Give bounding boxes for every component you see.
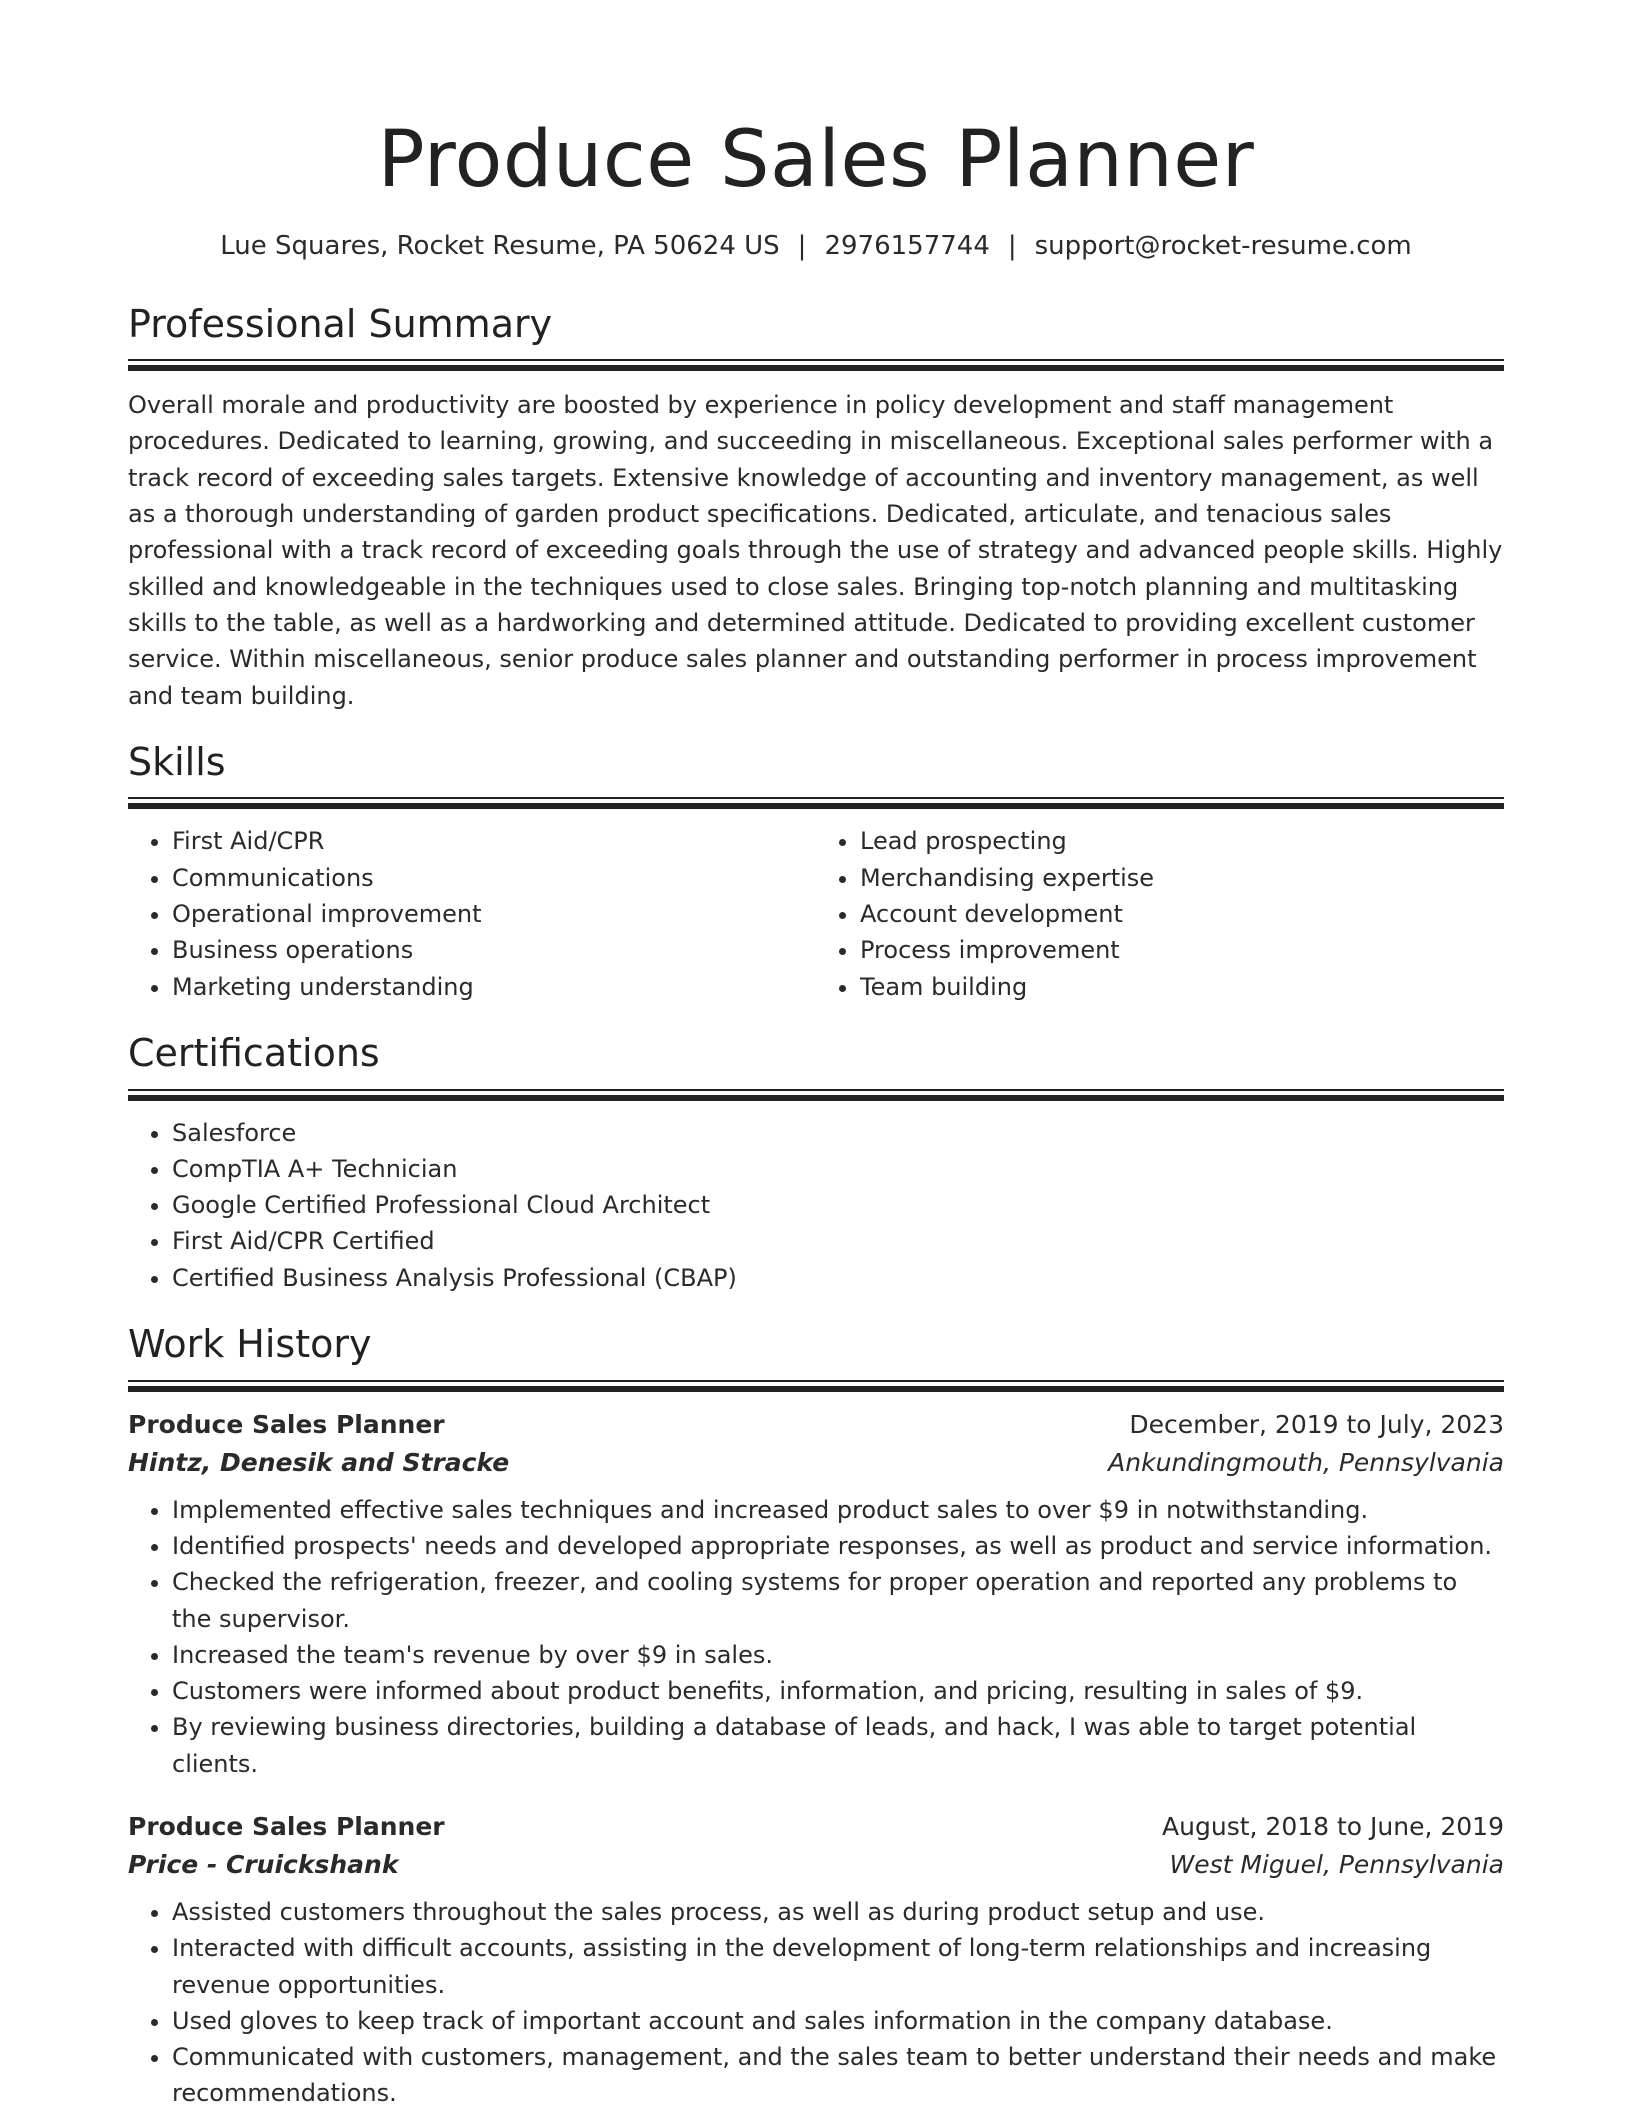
skills-list-right	[816, 823, 1504, 1004]
job-bullet: • Customers were informed about product benefits, information, and pricing, resulting in sales of $9.	[172, 1673, 1504, 1709]
skill-item: • Operational improvement	[172, 896, 816, 932]
job-subheader	[128, 1444, 1504, 1482]
contact-separator: |	[797, 230, 807, 261]
job-bullet: • By reviewing business directories, building a database of leads, and hack, I was able to target potential clients.	[172, 1709, 1504, 1782]
certifications-heading: Certifications	[128, 1030, 380, 1075]
work-history-heading: Work History	[128, 1322, 372, 1367]
contact-line	[128, 230, 1504, 264]
contact-separator: |	[1007, 230, 1017, 261]
skill-item: • Lead prospecting	[860, 823, 1504, 859]
skill-item: • Marketing understanding	[172, 969, 816, 1005]
skills-heading: Skills	[128, 739, 226, 784]
skills-list-left	[128, 823, 816, 1004]
job-entry	[128, 1406, 1504, 1782]
contact-address: Lue Squares, Rocket Resume, PA 50624 US	[220, 230, 780, 261]
job-title: Produce Sales Planner	[128, 1811, 445, 1841]
skills-section	[128, 740, 1504, 1005]
job-subheader	[128, 1846, 1504, 1884]
job-header	[128, 1406, 1504, 1444]
job-bullet: • Increased the team's revenue by over $9 in sales.	[172, 1637, 1504, 1673]
job-title: Produce Sales Planner	[128, 1409, 445, 1439]
job-bullet: • Implemented effective sales techniques and increased product sales to over $9 in notwithstanding.	[172, 1492, 1504, 1528]
summary-section	[128, 302, 1504, 714]
section-divider	[128, 797, 1504, 809]
job-entry	[128, 1808, 1504, 2112]
job-bullet: • Interacted with difficult accounts, assisting in the development of long-term relationships and increasing revenue opportunities.	[172, 1930, 1504, 2003]
job-dates: December, 2019 to July, 2023	[1129, 1409, 1504, 1439]
job-company: Hintz, Denesik and Stracke	[128, 1447, 510, 1477]
certification-item: • Google Certified Professional Cloud Architect	[172, 1187, 1504, 1223]
skill-item: • Team building	[860, 969, 1504, 1005]
certification-item: • CompTIA A+ Technician	[172, 1151, 1504, 1187]
job-bullets	[128, 1894, 1504, 2112]
section-divider	[128, 359, 1504, 371]
skills-grid	[128, 823, 1504, 1004]
job-bullet: • Communicated with customers, management, and the sales team to better understand their needs and make recommendations.	[172, 2039, 1504, 2112]
skill-item: • Communications	[172, 860, 816, 896]
summary-text: Overall morale and productivity are boosted by experience in policy development and staff management procedures. Dedicated to learning, growing, and succeeding in miscellaneous. Exceptional sales performer with a track record of exceeding sales targets. Extensive knowledge of accounting and inventory management, as well as a thorough understanding of garden product specifications. Dedicated, articulate, and tenacious sales professional with a track record of exceeding goals through the use of strategy and advanced people skills. Highly skilled and knowledgeable in the techniques used to close sales. Bringing top-notch planning and multitasking skills to the table, as well as a hardworking and determined attitude. Dedicated to providing excellent customer service. Within miscellaneous, senior produce sales planner and outstanding performer in process improvement and team building.	[128, 391, 1503, 710]
job-bullet: • Checked the refrigeration, freezer, and cooling systems for proper operation and reported any problems to the supervisor.	[172, 1564, 1504, 1637]
certifications-section	[128, 1031, 1504, 1296]
section-divider	[128, 1089, 1504, 1101]
job-header	[128, 1808, 1504, 1846]
summary-heading: Professional Summary	[128, 301, 553, 346]
job-bullet: • Identified prospects' needs and developed appropriate responses, as well as product and service information.	[172, 1528, 1504, 1564]
job-bullets	[128, 1492, 1504, 1782]
work-history-section	[128, 1322, 1504, 2112]
job-dates: August, 2018 to June, 2019	[1162, 1811, 1504, 1841]
certification-item: • First Aid/CPR Certified	[172, 1223, 1504, 1259]
skill-item: • Process improvement	[860, 932, 1504, 968]
contact-email: support@rocket-resume.com	[1034, 230, 1412, 261]
skill-item: • First Aid/CPR	[172, 823, 816, 859]
job-bullet: • Used gloves to keep track of important account and sales information in the company database.	[172, 2003, 1504, 2039]
job-location: Ankundingmouth, Pennsylvania	[1108, 1447, 1504, 1477]
certifications-list	[128, 1115, 1504, 1296]
resume-name: Produce Sales Planner	[377, 115, 1255, 205]
skill-item: • Account development	[860, 896, 1504, 932]
job-company: Price - Cruickshank	[128, 1849, 399, 1879]
job-bullet: • Assisted customers throughout the sales process, as well as during product setup and use.	[172, 1894, 1504, 1930]
job-location: West Miguel, Pennsylvania	[1169, 1849, 1504, 1879]
skill-item: • Merchandising expertise	[860, 860, 1504, 896]
certification-item: • Salesforce	[172, 1115, 1504, 1151]
section-divider	[128, 1380, 1504, 1392]
certification-item: • Certified Business Analysis Professional (CBAP)	[172, 1260, 1504, 1296]
skill-item: • Business operations	[172, 932, 816, 968]
contact-phone: 2976157744	[824, 230, 990, 261]
